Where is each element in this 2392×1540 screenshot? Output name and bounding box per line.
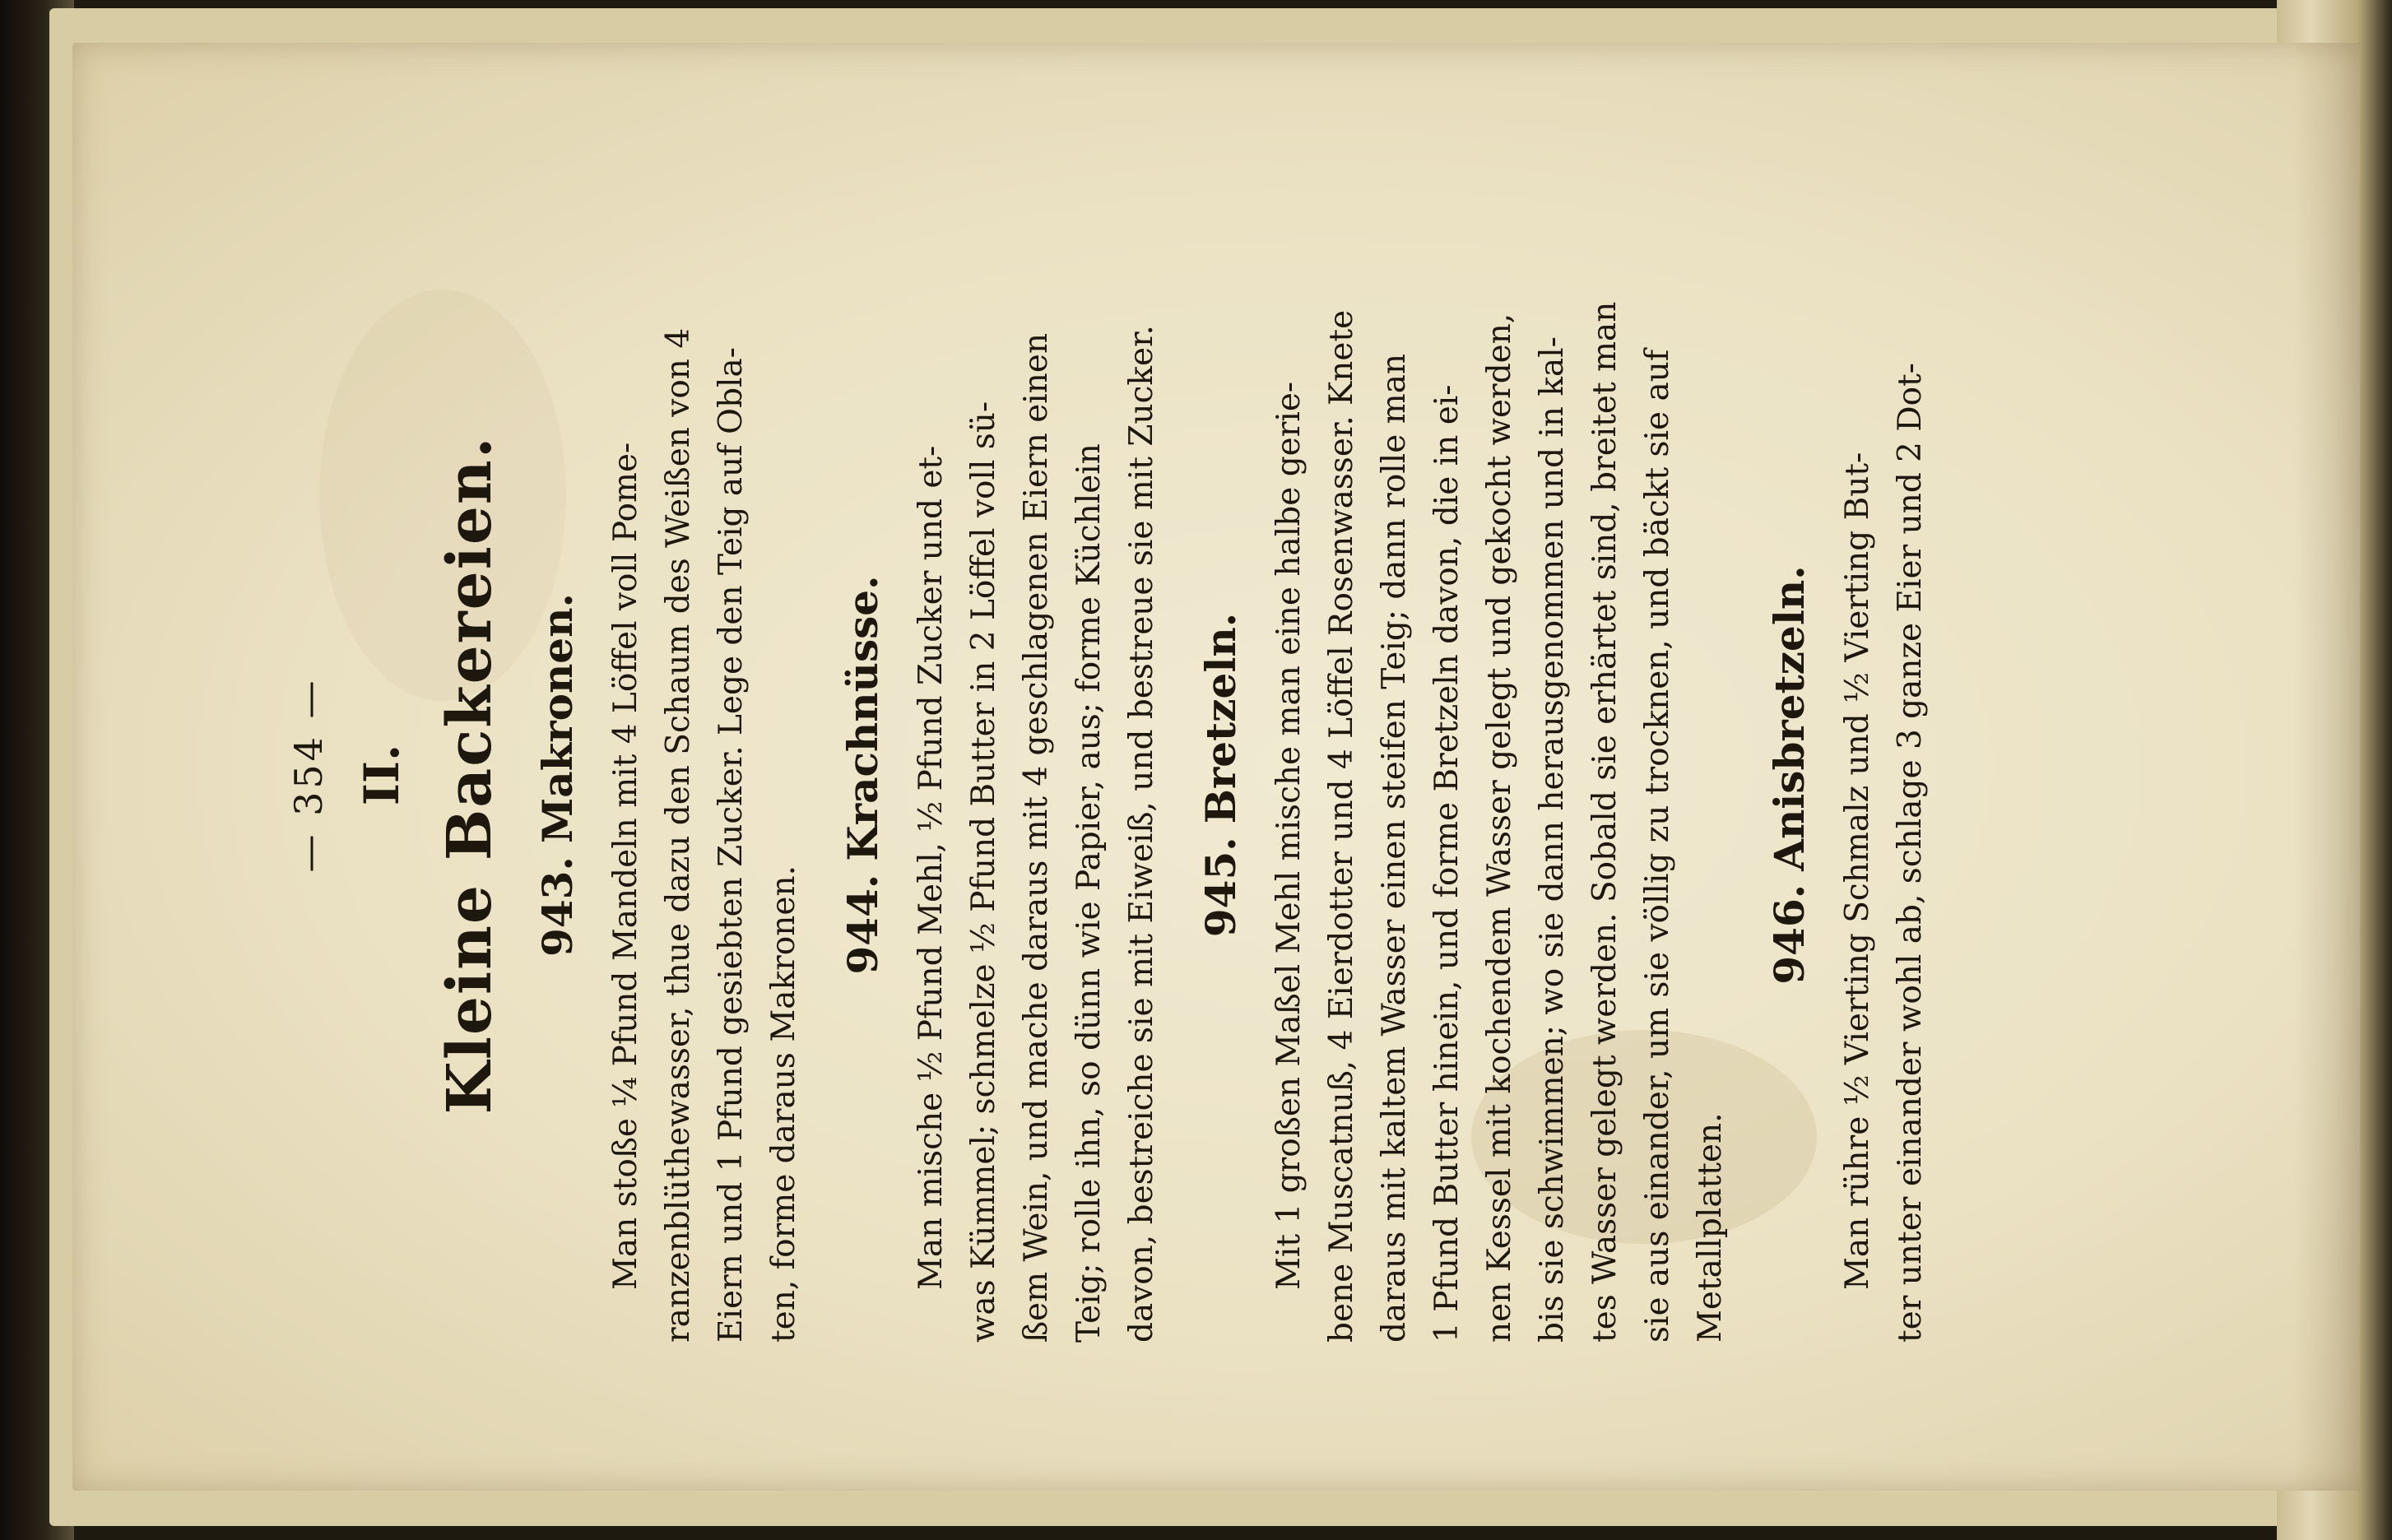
- rotated-text-block: [237, 117, 2179, 1433]
- text-line: tes Wasser gelegt werden. Sobald sie erhärtet sind, breitet man: [1586, 301, 1623, 1343]
- text-line: 1 Pfund Butter hinein, und forme Bretzeln davon, die in ei-: [1428, 384, 1465, 1343]
- recipe-title: Anisbretzeln.: [1765, 565, 1814, 871]
- text-line: Man rühre ½ Vierting Schmalz und ½ Vierting But-: [1839, 452, 1876, 1290]
- text-column: [286, 207, 1937, 1343]
- text-line: was Kümmel; schmelze ½ Pfund Butter in 2 Löffel voll sü-: [965, 401, 1002, 1343]
- page-number: — 354 —: [286, 677, 331, 873]
- section-number: II.: [354, 744, 410, 806]
- recipe-heading: [1196, 207, 1245, 1343]
- recipe-number: 943.: [533, 856, 582, 957]
- recipe-number: 945.: [1196, 837, 1245, 938]
- recipe-title: Bretzeln.: [1196, 612, 1245, 824]
- text-line: Metallplatten.: [1692, 1112, 1729, 1343]
- page-fold-shadow: [2294, 43, 2360, 1491]
- text-line: ßem Wein, und mache daraus mit 4 geschlagenen Eiern einen: [1018, 332, 1055, 1343]
- recipe-title: Krachnüsse.: [838, 575, 887, 861]
- text-line: Mit 1 großen Maßel Mehl mische man eine halbe gerie-: [1270, 381, 1307, 1290]
- text-line: Man stoße ¼ Pfund Mandeln mit 4 Löffel voll Pome-: [607, 442, 644, 1290]
- text-line: Teig; rolle ihn, so dünn wie Papier, aus; forme Küchlein: [1071, 443, 1108, 1343]
- text-line: Man mische ½ Pfund Mehl, ½ Pfund Zucker und et-: [913, 445, 950, 1290]
- recipe-number: 944.: [838, 874, 887, 975]
- recipe-text: [1832, 207, 1937, 1343]
- recipe-heading: [533, 207, 582, 1343]
- recipe-text: [600, 207, 810, 1343]
- recipe-number: 946.: [1765, 884, 1814, 985]
- recipe-text: [905, 207, 1168, 1343]
- text-frame: [237, 117, 2179, 1433]
- text-line: ranzenblüthewasser, thue dazu den Schaum des Weißen von 4: [660, 327, 697, 1343]
- book-page: [72, 43, 2360, 1491]
- recipe-text: [1263, 207, 1737, 1343]
- text-line: bene Muscatnuß, 4 Eierdotter und 4 Löffel Rosenwasser. Knete: [1323, 309, 1360, 1343]
- recipe-title: Makronen.: [533, 593, 582, 844]
- recipe-heading: [1765, 207, 1814, 1343]
- text-line: nen Kessel mit kochendem Wasser gelegt und gekocht werden,: [1481, 313, 1518, 1343]
- text-line: sie aus einander, um sie völlig zu trocknen, und bäckt sie auf: [1639, 349, 1676, 1343]
- text-line: ter unter einander wohl ab, schlage 3 ganze Eier und 2 Dot-: [1892, 363, 1929, 1343]
- section-title: Kleine Backereien.: [434, 435, 505, 1115]
- text-line: davon, bestreiche sie mit Eiweiß, und bestreue sie mit Zucker.: [1123, 325, 1160, 1343]
- text-line: daraus mit kaltem Wasser einen steifen Teig; dann rolle man: [1376, 353, 1413, 1343]
- text-line: bis sie schwimmen; wo sie dann herausgenommen und in kal-: [1534, 336, 1571, 1343]
- recipe-heading: [838, 207, 887, 1343]
- text-line: ten, forme daraus Makronen.: [765, 865, 802, 1343]
- text-line: Eiern und 1 Pfund gesiebten Zucker. Lege den Teig auf Obla-: [713, 347, 750, 1343]
